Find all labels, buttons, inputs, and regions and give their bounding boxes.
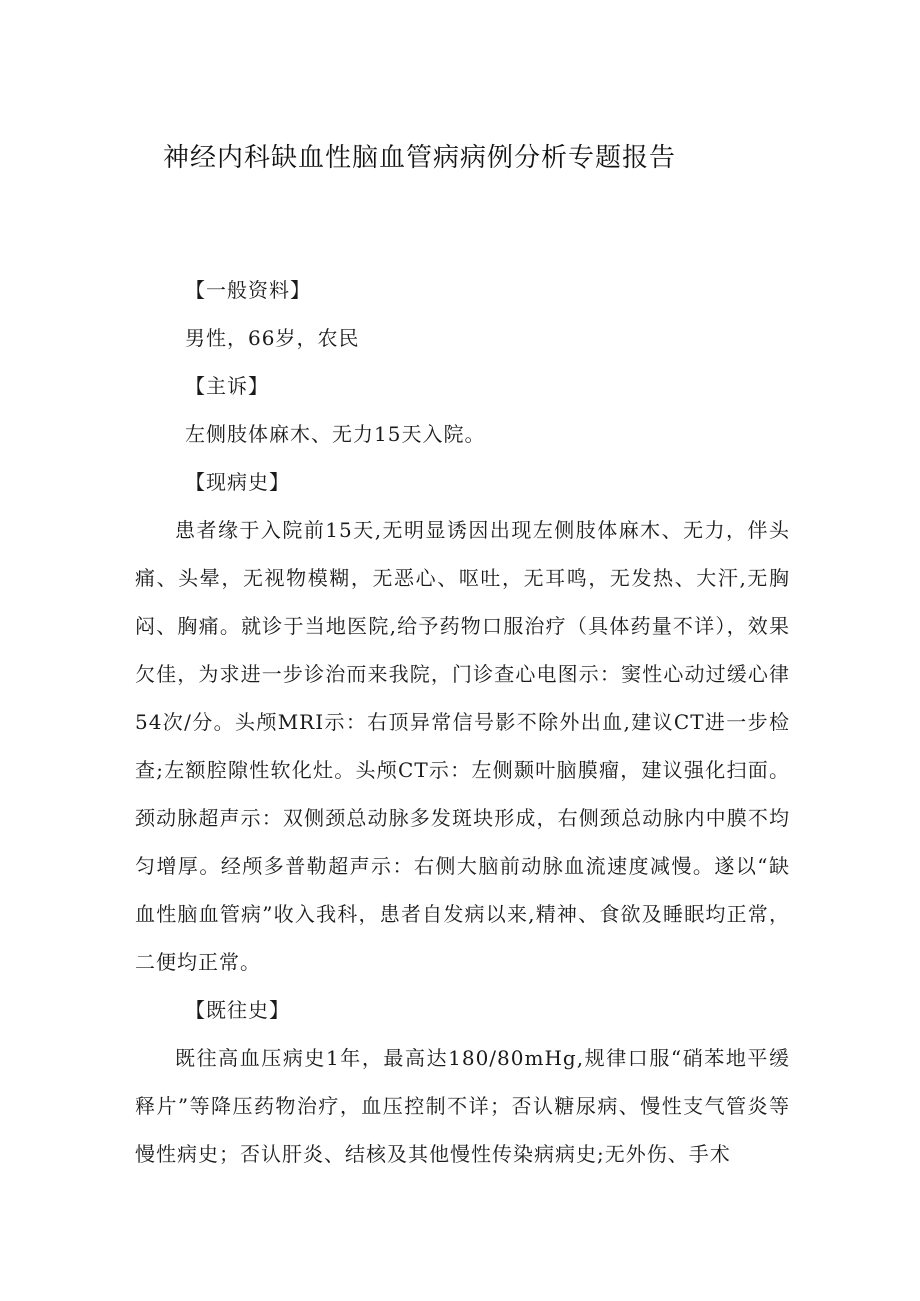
chief-complaint-text: 左侧肢体麻木、无力15天入院。 bbox=[185, 422, 486, 446]
document-title: 神经内科缺血性脑血管病病例分析专题报告 bbox=[163, 143, 677, 173]
section-heading-chief-complaint: 【主诉】 bbox=[185, 374, 269, 398]
document-body bbox=[135, 266, 790, 1178]
section-heading-general-info: 【一般资料】 bbox=[185, 278, 311, 302]
section-heading-present-illness: 【现病史】 bbox=[185, 470, 290, 494]
past-history-text: 既往高血压病史1年，最高达180/80mHg,规律口服“硝苯地平缓释片”等降压药物治疗，血压控制不详；否认糖尿病、慢性支气管炎等慢性病史；否认肝炎、结核及其他慢性传染病病史;无外伤、手术 bbox=[135, 1046, 790, 1166]
general-info-text: 男性，66岁，农民 bbox=[185, 326, 360, 350]
present-illness-text: 患者缘于入院前15天,无明显诱因出现左侧肢体麻木、无力，伴头痛、头晕，无视物模糊，无恶心、呕吐，无耳鸣，无发热、大汗,无胸闷、胸痛。就诊于当地医院,给予药物口服治疗（具体药量不详），效果欠佳，为求进一步诊治而来我院，门诊查心电图示：窦性心动过缓心律54次/分。头颅MRI示：右顶异常信号影不除外出血,建议CT进一步检查;左额腔隙性软化灶。头颅CT示：左侧颞叶脑膜瘤，建议强化扫面。颈动脉超声示：双侧颈总动脉多发斑块形成，右侧颈总动脉内中膜不均匀增厚。经颅多普勒超声示：右侧大脑前动脉血流速度减慢。遂以“缺血性脑血管病”收入我科，患者自发病以来,精神、食欲及睡眠均正常，二便均正常。 bbox=[135, 518, 790, 974]
section-heading-past-history: 【既往史】 bbox=[185, 998, 290, 1022]
